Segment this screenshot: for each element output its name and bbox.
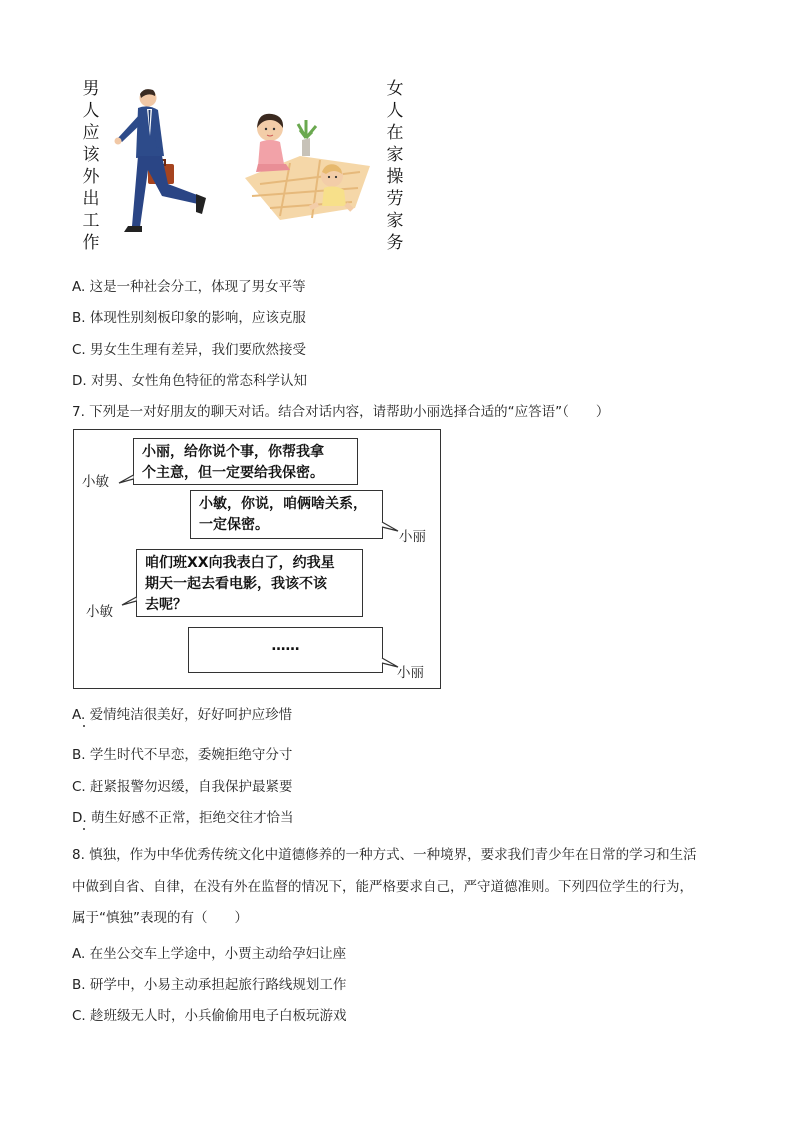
speaker-label-2: 小丽 [399,529,426,545]
q7-option-a[interactable]: A. 爱情纯洁很美好，好好呵护应珍惜 [72,707,293,723]
q8-stem-line-1: 8. 慎独，作为中华优秀传统文化中道德修养的一种方式、一种境界，要求我们青少年在日常的学习和生活 [72,847,697,863]
q7-option-c[interactable]: C. 赶紧报警勿迟缓，自我保护最紧要 [72,779,293,795]
q7-stem: 7. 下列是一对好朋友的聊天对话。结合对话内容，请帮助小丽选择合适的“应答语”（ ） [72,404,610,420]
q8-stem-line-3: 属于“慎独”表现的有（ ） [72,910,248,926]
q7-option-b[interactable]: B. 学生时代不早恋，委婉拒绝守分寸 [72,747,293,763]
speaker-label-3: 小敏 [86,604,113,620]
chat-dialogue-box [73,429,441,689]
q8-option-b[interactable]: B. 研学中，小易主动承担起旅行路线规划工作 [72,977,347,993]
speaker-label-1: 小敏 [82,474,109,490]
mother-and-baby-illustration [240,108,375,220]
q6-option-a[interactable]: A. 这是一种社会分工，体现了男女平等 [72,279,306,295]
q6-option-b[interactable]: B. 体现性别刻板印象的影响，应该克服 [72,310,306,326]
chat-bubble-3: 咱们班XX向我表白了，约我星 期天一起去看电影，我该不该 去呢？ [136,549,363,617]
q8-stem-line-2: 中做到自省、自律，在没有外在监督的情况下，能严格要求自己，严守道德准则。下列四位学生的行为， [72,879,693,895]
speaker-label-4: 小丽 [397,665,424,681]
q6-option-d[interactable]: D. 对男、女性角色特征的常态科学认知 [72,373,307,389]
decorative-dot [83,828,85,830]
businessman-illustration [110,86,215,238]
q8-option-c[interactable]: C. 趁班级无人时，小兵偷偷用电子白板玩游戏 [72,1008,347,1024]
chat-bubble-3-tail [121,597,141,609]
q8-option-a[interactable]: A. 在坐公交车上学途中，小贾主动给孕妇让座 [72,946,347,962]
chat-bubble-1-tail [118,475,138,487]
decorative-dot [83,725,85,727]
right-vertical-caption: 女 人 在 家 操 劳 家 务 [386,79,404,253]
q6-option-c[interactable]: C. 男女生生理有差异，我们要欣然接受 [72,342,307,358]
left-vertical-caption: 男 人 应 该 外 出 工 作 [82,79,100,253]
q7-option-d[interactable]: D. 萌生好感不正常，拒绝交往才恰当 [72,810,294,826]
chat-bubble-1: 小丽，给你说个事，你帮我拿 个主意，但一定要给我保密。 [133,438,358,485]
chat-bubble-2-tail [381,520,401,534]
chat-bubble-4: …… [188,627,383,673]
chat-bubble-2: 小敏，你说，咱俩啥关系， 一定保密。 [190,490,383,539]
